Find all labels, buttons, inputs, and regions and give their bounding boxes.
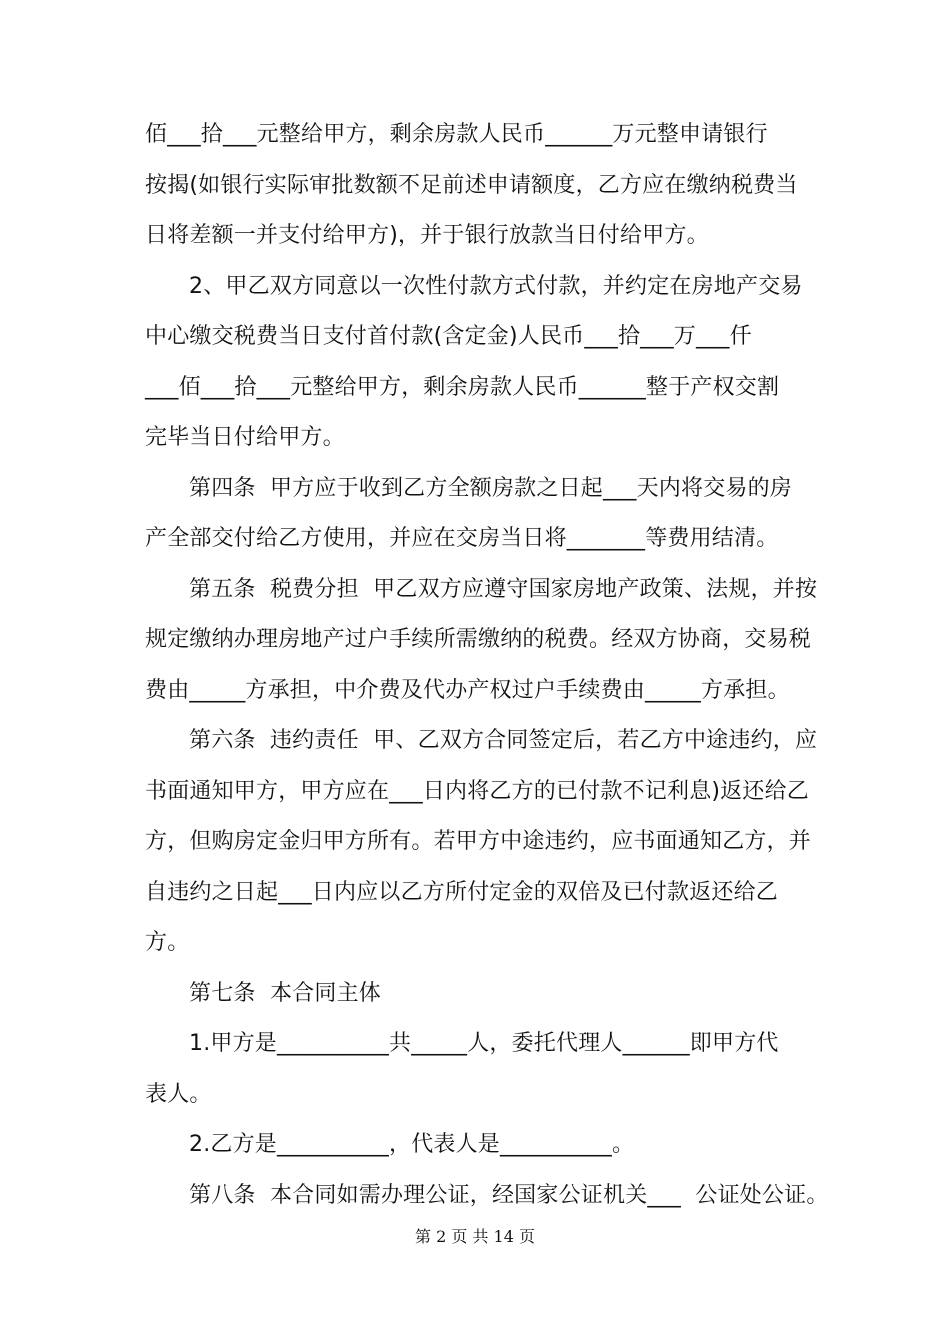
text-line: 第六条 违约责任 甲、乙双方合同签定后，若乙方中途违约，应 — [189, 728, 818, 753]
text-line: 表人。 — [145, 1081, 212, 1107]
text-line: 2、甲乙双方同意以一次性付款方式付款，并约定在房地产交易 — [189, 273, 803, 299]
text-line: 佰___拾___元整给甲方，剩余房款人民币______万元整申请银行 — [145, 122, 768, 147]
text-line: 1.甲方是__________共_____人，委托代理人______即甲方代 — [189, 1031, 779, 1056]
text-line: 第五条 税费分担 甲乙双方应遵守国家房地产政策、法规，并按 — [189, 576, 818, 602]
text-line: 书面通知甲方，甲方应在___日内将乙方的已付款不记利息)返还给乙 — [145, 778, 809, 804]
text-line: ___佰___拾___元整给甲方，剩余房款人民币______整于产权交割 — [145, 374, 780, 400]
text-line: 规定缴纳办理房地产过户手续所需缴纳的税费。经双方协商，交易税 — [145, 627, 812, 652]
text-line: 按揭(如银行实际审批数额不足前述申请额度，乙方应在缴纳税费当 — [145, 172, 798, 198]
text-line: 中心缴交税费当日支付首付款(含定金)人民币___拾___万___仟 — [145, 324, 752, 349]
text-line: 第八条 本合同如需办理公证，经国家公证机关___ 公证处公证。 — [189, 1182, 829, 1208]
text-line: 产全部交付给乙方使用，并应在交房当日将_______等费用结清。 — [145, 526, 779, 551]
page-footer: 第 2 页 共 14 页 — [415, 1227, 535, 1246]
text-line: 第四条 甲方应于收到乙方全额房款之日起___天内将交易的房 — [189, 475, 792, 501]
text-line: 方。 — [145, 930, 190, 955]
text-line: 日将差额一并支付给甲方)，并于银行放款当日付给甲方。 — [145, 223, 709, 248]
text-line: 方，但购房定金归甲方所有。若甲方中途违约，应书面通知乙方，并 — [145, 829, 812, 854]
text-line: 2.乙方是__________，代表人是__________。 — [189, 1132, 635, 1157]
text-line: 自违约之日起___日内应以乙方所付定金的双倍及已付款返还给乙 — [145, 879, 779, 905]
text-line: 完毕当日付给甲方。 — [145, 425, 345, 450]
text-line: 费由_____方承担，中介费及代办产权过户手续费由_____方承担。 — [145, 677, 790, 703]
contract-body — [145, 110, 829, 1221]
text-line: 第七条 本合同主体 — [189, 980, 381, 1006]
